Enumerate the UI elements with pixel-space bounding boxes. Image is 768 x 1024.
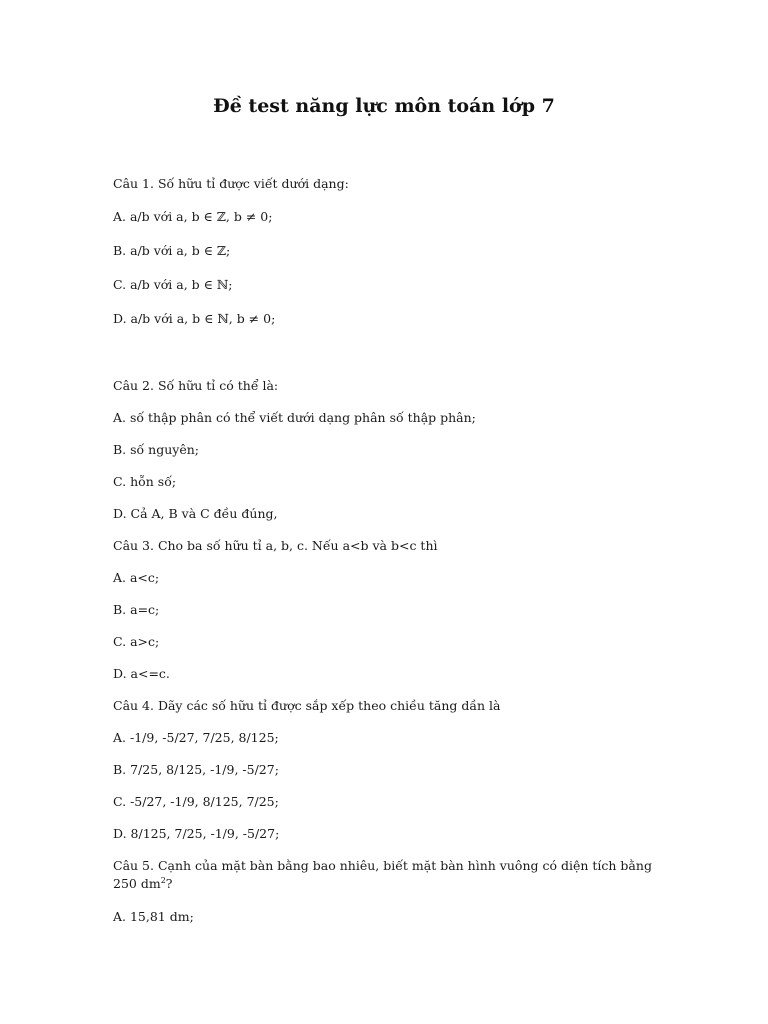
question-3-option-a: A. a<c; <box>113 570 160 585</box>
question-4-option-b: B. 7/25, 8/125, -1/9, -5/27; <box>113 762 279 777</box>
question-1-option-b: B. a/b với a, b ∈ ℤ; <box>113 243 231 258</box>
question-3: Câu 3. Cho ba số hữu tỉ a, b, c. Nếu a<b và b<c thì <box>113 538 438 553</box>
question-5 <box>113 857 653 893</box>
question-3-option-c: C. a>c; <box>113 634 160 649</box>
question-4: Câu 4. Dãy các số hữu tỉ được sắp xếp theo chiều tăng dần là <box>113 698 501 713</box>
question-1-option-c: C. a/b với a, b ∈ ℕ; <box>113 277 233 292</box>
question-1: Câu 1. Số hữu tỉ được viết dưới dạng: <box>113 176 349 191</box>
question-4-option-c: C. -5/27, -1/9, 8/125, 7/25; <box>113 794 279 809</box>
page-title: Đề test năng lực môn toán lớp 7 <box>213 95 555 117</box>
question-2: Câu 2. Số hữu tỉ có thể là: <box>113 378 279 393</box>
question-4-option-d: D. 8/125, 7/25, -1/9, -5/27; <box>113 826 280 841</box>
question-1-option-d: D. a/b với a, b ∈ ℕ, b ≠ 0; <box>113 311 276 326</box>
question-2-option-a: A. số thập phân có thể viết dưới dạng phân số thập phân; <box>113 410 476 425</box>
question-5-option-a: A. 15,81 dm; <box>113 909 194 924</box>
question-5-text: Câu 5. Cạnh của mặt bàn bằng bao nhiêu, biết mặt bàn hình vuông có diện tích bằng 250 dm <box>113 858 652 891</box>
question-3-option-d: D. a<=c. <box>113 666 170 681</box>
question-3-option-b: B. a=c; <box>113 602 160 617</box>
question-5-suffix: ? <box>165 876 173 891</box>
question-4-option-a: A. -1/9, -5/27, 7/25, 8/125; <box>113 730 279 745</box>
question-5-superscript: 2 <box>160 875 166 885</box>
question-1-option-a: A. a/b với a, b ∈ ℤ, b ≠ 0; <box>113 209 273 224</box>
question-2-option-c: C. hỗn số; <box>113 474 177 489</box>
question-2-option-d: D. Cả A, B và C đều đúng, <box>113 506 278 521</box>
question-2-option-b: B. số nguyên; <box>113 442 199 457</box>
